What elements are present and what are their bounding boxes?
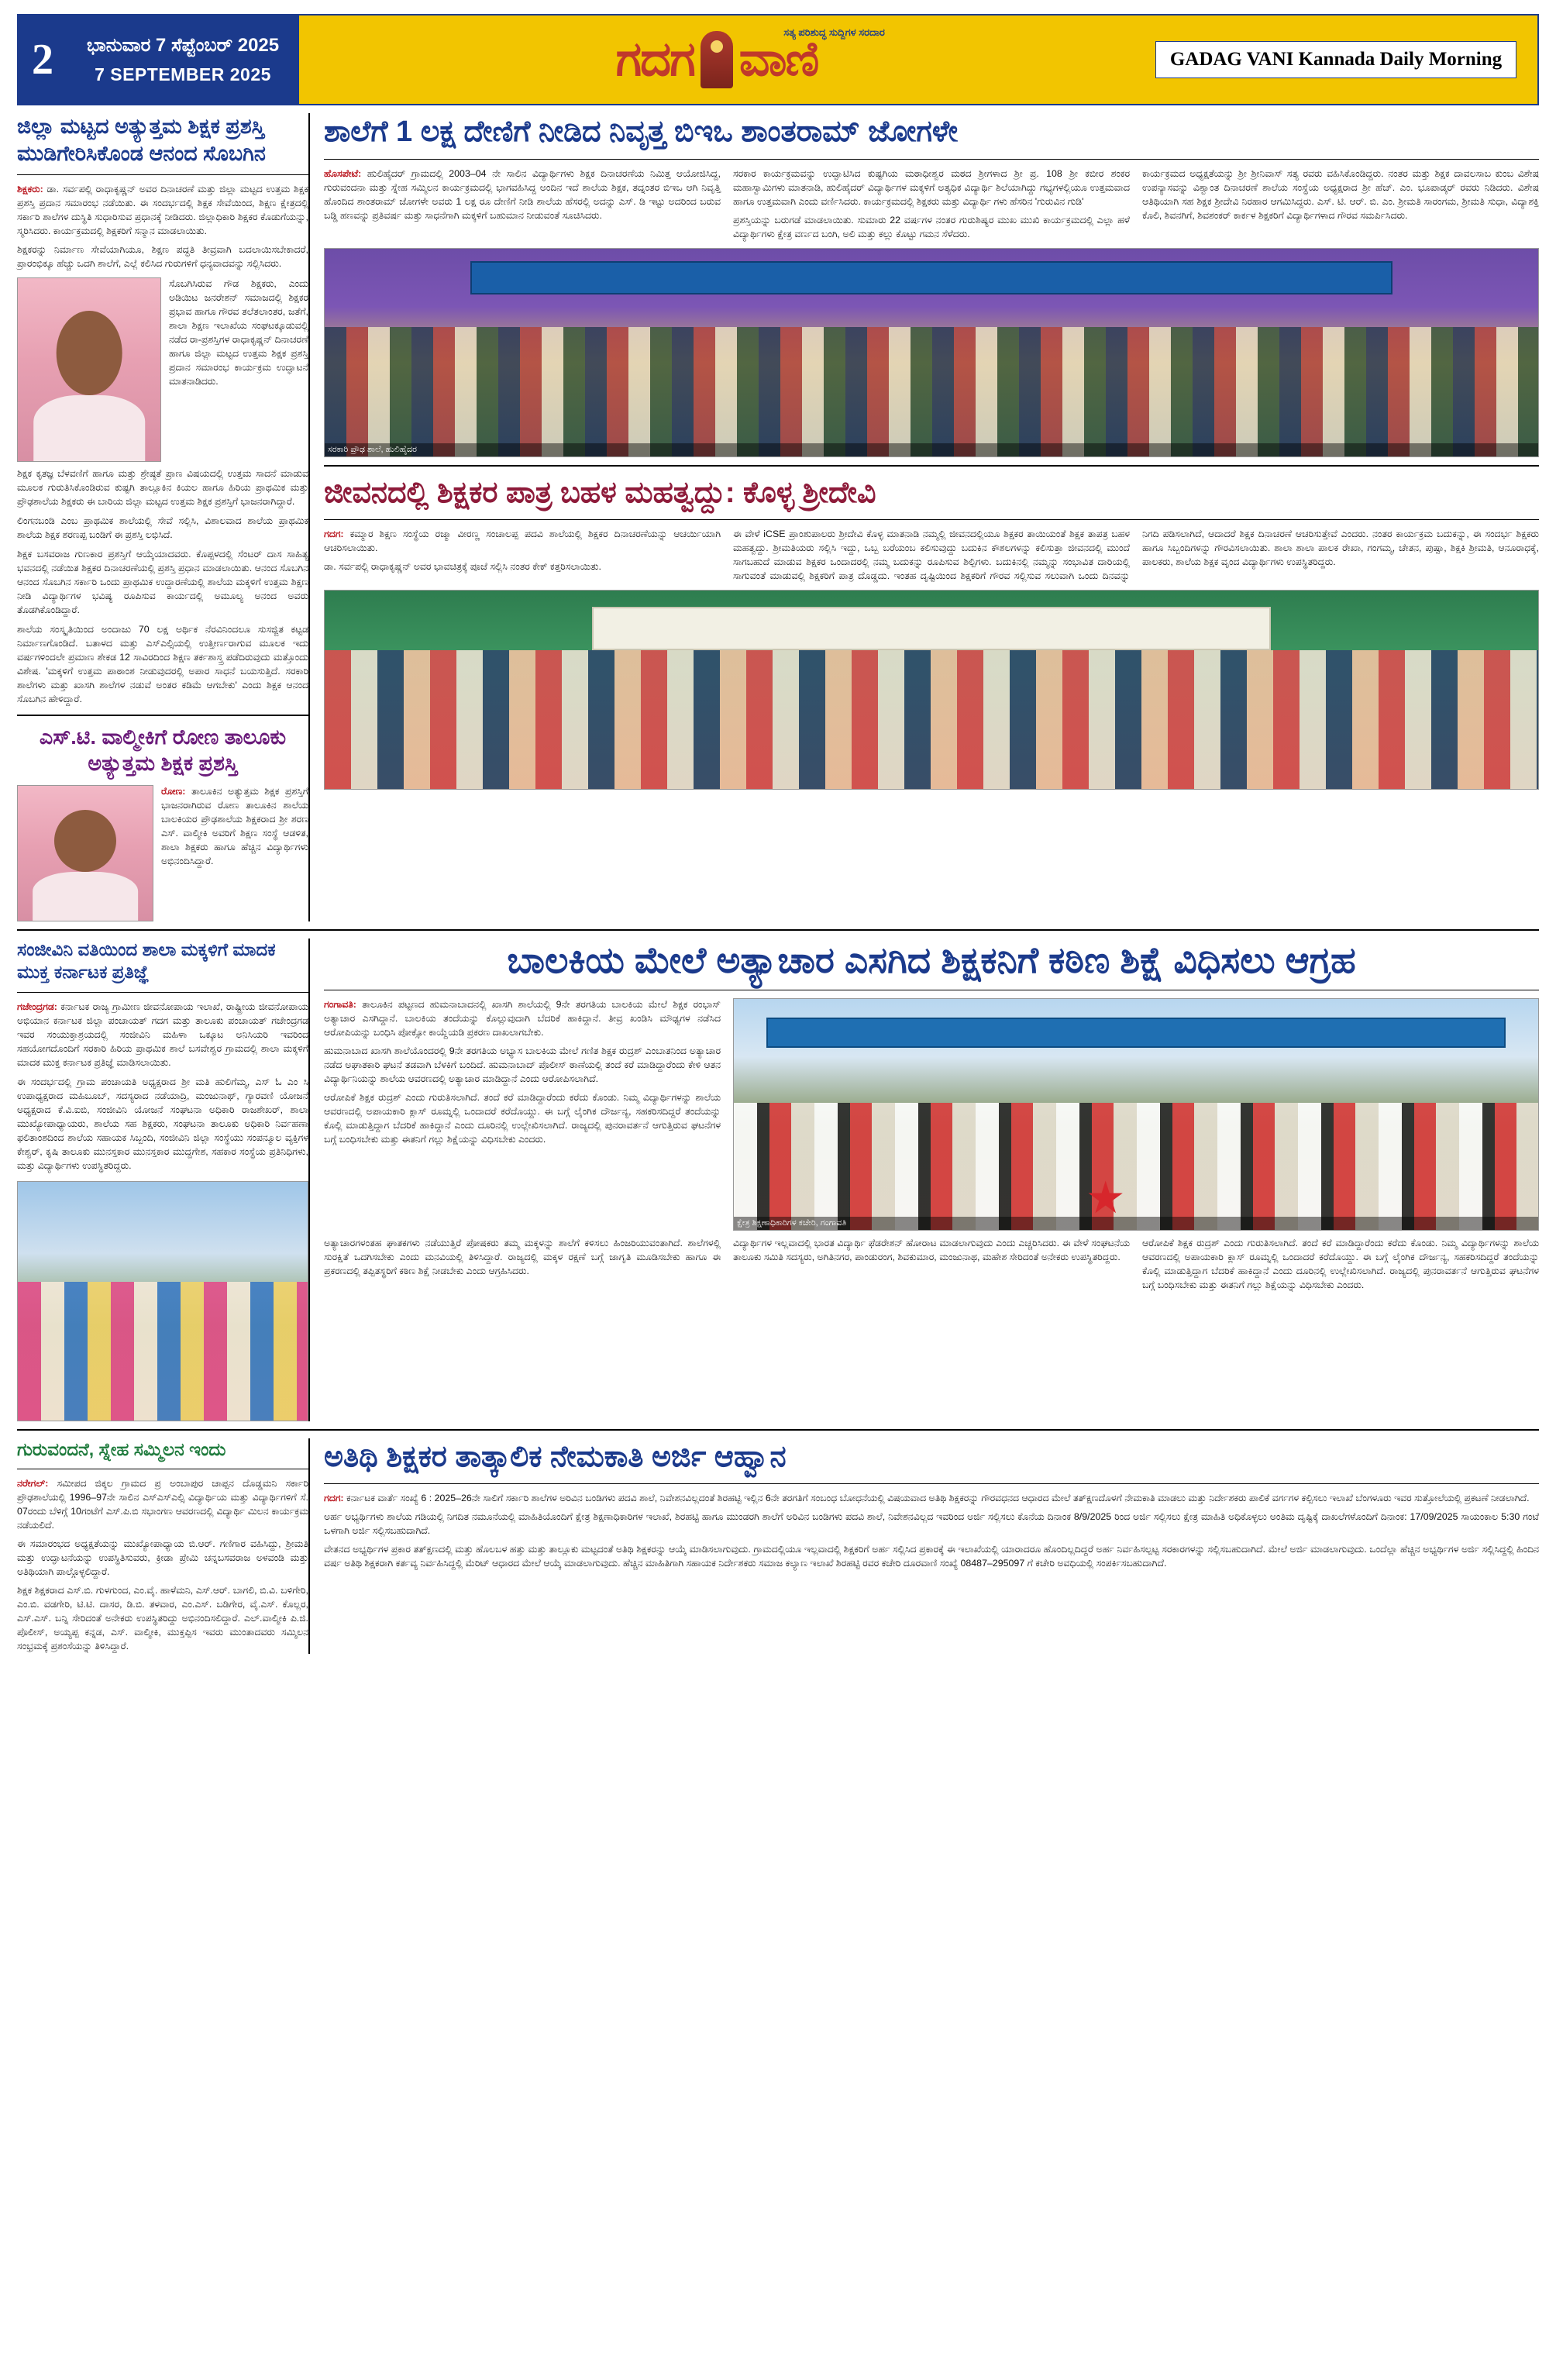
article-6-photo-wrap [733,998,1539,1231]
article-4-p2: ಡಾ. ಸರ್ವಪಲ್ಲಿ ರಾಧಾಕೃಷ್ಣನ್ ಅವರ ಭಾವಚಿತ್ರಕ್ಕೆ ಪೂಜೆ ಸಲ್ಲಿಸಿ ನಂತರ ಕೇಕ್ ಕತ್ತರಿಸಲಾಯಿತು. [324,561,601,573]
article-5-dateline: ಗಜೇಂದ್ರಗಡ: [17,1001,57,1012]
column-right-mid [316,939,1539,1421]
article-4-p1: ಕಮ್ಮಾರ ಶಿಕ್ಷಣ ಸಂಸ್ಥೆಯ ರಜ್ಮಾ ವೀರಣ್ಣ ಸಂಚಾಲಪ್ಪ ಪದವಿ ಶಾಲೆಯಲ್ಲಿ ಶಿಕ್ಷಕರ ದಿನಾಚರಣೆಯನ್ನು ಆಚರ್ಯಿಯಾಗಿ ಆಚರಿಸಲಾಯಿತು. [324,529,721,554]
article-3-p4: ಕಾರ್ಯಕ್ರಮದ ಅಧ್ಯಕ್ಷತೆಯನ್ನು ಶ್ರೀ ಶ್ರೀನಿವಾಸ್ ಸತ್ಯ ರವರು ವಹಿಸಿಕೊಂಡಿದ್ದರು. ನಂತರ ಮತ್ತು ಶಿಕ್ಷಕ ದಾವಲಸಾಬ ಕುಂಬ ವಿಶೇಷ ಉಪನ್ಯಾಸವನ್ನು ವಿಶ್ವಾಂತ ದಿನಾಚರಣೆ ಶಾಲೆಯ ಸಂಸ್ಥೆಯ ಅಧ್ಯಕ್ಷರಾದ ಶ್ರೀ ಹೆಚ್. ಎಂ. ಭೂಪಾಡ್ಕರ್ ರವರು ನಿಡಿದರು. ವಿಶೇಷ ಆತಿಥಿಯಾಗಿ ಸಹ ಶಿಕ್ಷಕ ಶ್ರೀದೇವಿ ನಿರಹಾರ ಆಗಮಿಸಿದ್ದರು. ಎಸ್. ಟಿ. ಆರ್. ಬಿ. ಎಂ. ಶ್ರೀಮತಿ ಸಾರಂಗಮ, ಶ್ರೀಮತಿ ಸುಧಾ, ವಿದ್ಯಾಶಕ್ತಿ ಕೊಲಿ, ಶಿವನಗಿಗೆ, ಶಿವಶಂಕರ್ ಕಾರ್ಕಳ ಶಿಕ್ಷಕರಿಗೆ ವಿದ್ಯಾರ್ಥಿಗಳಾದ ಗೌರವ ಸಮರ್ಪಿಸಿದರು. [1142,167,1539,221]
article-7-headline: ಗುರುವಂದನೆ, ಸ್ನೇಹ ಸಮ್ಮಿಲನ ಇಂದು [17,1438,226,1459]
article-1-p5: ಲಿಂಗನಬಂಡಿ ಎಂಬ ಪ್ರಾಥಮಿಕ ಶಾಲೆಯಲ್ಲಿ ಸೇವೆ ಸಲ್ಲಿಸಿ, ವಿಶಾಲವಾದ ಶಾಲೆಯ ಪ್ರಾಥಮಿಕ ಶಾಲೆಯ ಶಿಕ್ಷಕ ಶರಣಪ್ಪ ಬಂಡಿಗೆ ಈ ಪ್ರಶಸ್ತಿ ಲಭಿಸಿದೆ. [17,515,308,540]
article-3-photo [324,248,1539,457]
article-6-col-1 [324,998,721,1231]
logo-text-gadag: ಗದಗ [615,33,694,86]
article-3-p3: ಪ್ರಶಸ್ತಿಯನ್ನು ಬರುಗಡೆ ಮಾಡಲಾಯಿತು. ಸುಮಾರು 22 ವರ್ಷಗಳ ನಂತರ ಗುರುಶಿಷ್ಯರ ಮುಖ ಮುಖಿ ಕಾರ್ಯಕ್ರಮದಲ್ಲಿ ಎಲ್ಲಾ ಹಳೆ ವಿದ್ಯಾರ್ಥಿಗಳು ಕ್ಷೇತ್ರ ವರ್ಣದ ಬಂಗಿ, ಅಲಿ ಮತ್ತು ಕಲ್ಲು ಕೊಟ್ಟು ಗಮನ ಸೆಳೆದರು. [733,214,1130,239]
article-7-dateline: ನರೇಗಲ್: [17,1477,49,1489]
article-8-p2: ಅರ್ಹ ಅಭ್ಯರ್ಥಿಗಳು ಶಾಲೆಯ ಗಡಿಯಲ್ಲಿ ನಿಗದಿತ ನಮೂನೆಯಲ್ಲಿ ಮಾಹಿತಿಯೊಂದಿಗೆ ಕ್ಷೇತ್ರ ಶಿಕ್ಷಣಾಧಿಕಾರಿಗಳ ಇಲಾಖೆ, ಶಿರಹಟ್ಟಿ ಹಾಗೂ ಮುಂಡರಗಿ ಶಾಲೆಗೆ ಅರಿವಿನ ಬಂಡಿಗಳು ಪದವಿ ಶಾಲೆ, ನಿವೇಶನವಿಲ್ಲದ ಇವರಿಂದ ಅರ್ಜಿ ಸಲ್ಲಿಸಲು ಕೊನೆಯ ದಿನಾಂಕ 8/9/2025 ರಿಂದ ಅರ್ಜಿ ಸಲ್ಲಿಸಲು ಕ್ಷೇತ್ರ ಮಾಹಿತಿ ಅಧಿಕೊಳ್ಳಲು ಅಂತಿಮ ದೃಷ್ಟಿಕ್ಕೆ ದಾಖಲೆಗಳೊಂದಿಗೆ ದಿನಾಂಕ: 17/09/2025 ಸಾಯಂಕಾಲ 5:30 ಗಂಟೆ ಒಳಗಾಗಿ ಅರ್ಜಿ ಸಲ್ಲಿಸಬಹುದಾಗಿದೆ. [324,1511,1539,1537]
page-content [17,113,1539,1654]
article-6-photo [733,998,1539,1231]
article-5-p1: ಕರ್ನಾಟಕ ರಾಜ್ಯ ಗ್ರಾಮೀಣ ಜೀವನೋಪಾಯ ಇಲಾಖೆ, ರಾಷ್ಟ್ರೀಯ ಜೀವನೋಪಾಯ ಅಭಿಯಾನ ಕರ್ನಾಟಕ ಜಿಲ್ಲಾ ಪಂಚಾಯತ್ ಗದಗ ಮತ್ತು ತಾಲೂಕು ಪಂಚಾಯತ್ ಗಜೇಂದ್ರಗಡ ಇವರ ಸಂಯುಕ್ತಾಶ್ರಯದಲ್ಲಿ ಸಂಜೀವಿನಿ ಮಹಿಳಾ ಒಕ್ಕೂಟ ಅನಿಸಿಯರಿ ಇವರಿಂದ ಸಹಯೋಗದೊಂದಿಗೆ ಸರಕಾರಿ ಹಿರಿಯ ಪ್ರಾಥಮಿಕ ಶಾಲೆ ಬಸವೇಶ್ವರ ಗ್ರಾಮದಲ್ಲಿ ಶಾಲಾ ಮಕ್ಕಳಿಗೆ ಮಾದಕ ಮುಕ್ತ ಕರ್ನಾಟಕ ಪ್ರತಿಜ್ಞೆ ಮಾಡಿಸಲಾಯಿತು. [17,1001,309,1068]
page-number: 2 [19,15,67,104]
article-8-p3: ವೇತನದ ಅಭ್ಯರ್ಥಿಗಳ ಪ್ರಕಾರ ತತ್ಕ್ಷಣದಲ್ಲಿ ಮತ್ತು ಹೊಲಬಳ ಹತ್ತು ಮತ್ತು ತಾಲ್ಲೂಕು ಮಟ್ಟದಂತೆ ಅತಿಥಿ ಶಿಕ್ಷಕರನ್ನು ಆಯ್ಕೆ ಮಾಡಿಸಲಾಗುವುದು. ಗ್ರಾಮದಲ್ಲಿಯೂ ಇಲ್ಲವಾದಲ್ಲಿ ಶಿಕ್ಷಕರಿಗೆ ಅರ್ಹ ಸಲ್ಲಿಸಿದ ಪ್ರಕಾರಕ್ಕೆ ಈ ಇಲಾಖೆಯಲ್ಲಿ ಯಾರಾದರೂ ಹೊಂದಿಲ್ಲದಿದ್ದರೆ ಅರ್ಹ ನಿರ್ವಹಿಸಲ್ಪಟ್ಟ ಸರಕಾರಗಳನ್ನು ಸಲ್ಲಿಸಬಹುದಾಗಿದೆ. ಮೇಲೆ ಅರ್ಜಿ ಮಾಡಲಾಗುವುದು. ಒಂದೆಲ್ಲಾ ಹೆಚ್ಚಿನ ಅಭ್ಯರ್ಥಿಗಳ ಅರ್ಜಿ ಸಲ್ಲಿಸಿದ್ದಲ್ಲಿ ಹಿಂದಿನ ವರ್ಷ ಅತಿಥಿ ಶಿಕ್ಷಕರಾಗಿ ಕರ್ತವ್ಯ ನಿರ್ವಹಿಸಿದ್ದಲ್ಲಿ ಮೆರಿಟ್ ಆಧಾರದ ಮೇಲೆ ಆಯ್ಕೆ ಮಾಡಲಾಗುವುದು. ಹೆಚ್ಚಿನ ಮಾಹಿತಿಗಾಗಿ ಸಹಾಯಕ ನಿರ್ದೇಶಕರು ಸಮಾಜ ಕಲ್ಯಾಣ ಇಲಾಖೆ ಶಿರಹಟ್ಟಿ ರವರ ಕಚೇರಿ ದೂರವಾಣಿ ಸಂಖ್ಯೆ 08487–295097 ಗೆ ಕಚೇರಿ ಅವಧಿಯಲ್ಲಿ ಸಂಪರ್ಕಿಸಬಹುದಾಗಿದೆ. [324,1544,1539,1569]
article-2-text: ತಾಲೂಕಿನ ಅತ್ಯುತ್ತಮ ಶಿಕ್ಷಕ ಪ್ರಶಸ್ತಿಗೆ ಭಾಜನರಾಗಿರುವ ರೋಣ ತಾಲೂಕಿನ ಶಾಲೆಯ ಬಾಲಕಿಯರ ಪ್ರೌಢಶಾಲೆಯ ಶಿಕ್ಷಕರಾದ ಶ್ರೀ ಶರಣ ಎಸ್. ವಾಲ್ಮೀಕಿ ಅವರಿಗೆ ಶಿಕ್ಷಣ ಸಂಸ್ಥೆ ಆಡಳಿತ, ಶಾಲಾ ಶಿಕ್ಷಕರು ಹಾಗೂ ಹೆಚ್ಚಿನ ವಿದ್ಯಾರ್ಥಿಗಳು ಅಭಿನಂದಿಸಿದ್ದಾರೆ. [161,785,308,866]
article-7-p2: ಈ ಸಮಾರಂಭದ ಅಧ್ಯಕ್ಷತೆಯನ್ನು ಮುಖ್ಯೋಪಾಧ್ಯಾಯ ಬಿ.ಆರ್. ಗಣಿಗಾರ ವಹಿಸಿದ್ದು, ಶ್ರೀಮತಿ ಮತ್ತು ಉದ್ಘಾಟನೆಯನ್ನು ಉಪಸ್ಥಿತಿಸುವರು, ಕ್ರೀಡಾ ಪ್ರೇಮಿ ಚನ್ನಬಸವರಾಜ ಅಳವಂಡಿ ಮತ್ತು ಅತಿಥಿಯಾಗಿ ಪಾಲ್ಗೊಳ್ಳಲಿದ್ದಾರೆ. [17,1538,308,1577]
article-1-p7: ಶಾಲೆಯ ಸಂಸ್ಕೃತಿಯಿಂದ ಅಂದಾಜು 70 ಲಕ್ಷ ಅರ್ಥಿಕ ನೆರವಿನಿಂದಲೂ ಸುಸಜ್ಜಿತ ಕಟ್ಟಡ ನಿರ್ಮಾಣಗೊಂಡಿದೆ. ಬತಾಳದ ಮತ್ತು ಎಸ್ಎಲ್ಸಿಯಲ್ಲಿ ಉತ್ತೀರ್ಣರಾಗುವ ಮೂಲಕ ಇದು ವರ್ಷಗಳಿಂದಲೇ ಪ್ರಮಾಣ ಶೇಕಡ 12 ಸಾವಿರದಿಂದ ಶಿಕ್ಷಣ ತರ್ಕಶಾಸ್ತ್ರ ಪಡೆದಿರುವುದು ಮತ್ತೊಂದು ವಿಶೇಷ. 'ಮಕ್ಕಳಿಗೆ ಉತ್ತಮ ಪಾಠಾಂಶ ನೀಡುವುದರಲ್ಲಿ ಅಪಾರ ಸಾಧನೆ ಬಯಸುತ್ತಿದೆ. ಸರಕಾರಿ ಶಾಲೆಗಳು ಮತ್ತು ಖಾಸಗಿ ಶಾಲೆಗಳ ನಡುವೆ ಅಂತರ ಕಡಿಮೆ ಆಗಬೇಕು' ಎಂದು ಶಿಕ್ಷಕ ಆನಂದ ಸೊಬಗಿನ ಹೇಳಿದ್ದಾರೆ. [17,623,308,704]
masthead-tagline-box [1134,15,1537,104]
date-kannada: ಭಾನುವಾರ 7 ಸೆಪ್ಟೆಂಬರ್ 2025 [86,34,280,56]
date-block [67,15,299,104]
article-7-body [17,1477,308,1533]
newspaper-logo [299,15,1134,104]
article-2-headline: ಎಸ್.ಟಿ. ವಾಲ್ಮೀಕಿಗೆ ರೋಣ ತಾಲೂಕು ಅತ್ಯುತ್ತಮ ಶಿಕ್ಷಕ ಪ್ರಶಸ್ತಿ [39,725,287,776]
article-5-headline: ಸಂಜೀವಿನಿ ವತಿಯಿಂದ ಶಾಲಾ ಮಕ್ಕಳಿಗೆ ಮಾದಕ ಮುಕ್ತ ಕರ್ನಾಟಕ ಪ್ರತಿಜ್ಞೆ [17,939,276,983]
date-english: 7 SEPTEMBER 2025 [95,64,271,84]
article-8-p1: ಕರ್ನಾಟಕ ವಾರ್ತೆ ಸಂಖ್ಯೆ 6 : 2025–26ನೇ ಸಾಲಿಗೆ ಸರ್ಕಾರಿ ಶಾಲೆಗಳ ಅರಿವಿನ ಬಂಡಿಗಳು ಪದವಿ ಶಾಲೆ, ನಿವೇಶನವಿಲ್ಲದಂತೆ ಶಿರಹಟ್ಟಿ ಇಲ್ಲಿನ 6ನೇ ತರಗತಿಗೆ ಸಂಬಂಧ ಬೋಧನೆಯಲ್ಲಿ ವಿಷಯವಾದ ಅತಿಥಿ ಶಿಕ್ಷಕರನ್ನು ಗೌರವಧನದ ಆಧಾರದ ಮೇಲೆ ತತ್ಕ್ಷಣದೊಳಗೆ ನೇಮಕಾತಿ ಮಾಡಲು ಮತ್ತು ನಿರ್ದೇಶಕರು ಪಾಲಿಕೆ ವರ್ಗಗಳ ಕಲ್ಪಿಸಲು ಇಲಾಖೆ ಬೆಂಗಳೂರು ಇವರ ಸುತ್ತೋಲೆಯಲ್ಲಿ ಪ್ರಕಟಣೆ ನೀಡಲಾಗಿದೆ. [346,1493,1530,1504]
column-right-bottom [316,1438,1539,1654]
article-1-body [17,183,308,239]
article-2-body [161,785,308,921]
article-6-headline: ಬಾಲಕಿಯ ಮೇಲೆ ಅತ್ಯಾಚಾರ ಎಸಗಿದ ಶಿಕ್ಷಕನಿಗೆ ಕಠಿಣ ಶಿಕ್ಷೆ ವಿಧಿಸಲು ಆಗ್ರಹ [507,939,1356,980]
article-4-p3: ಈ ವೇಳೆ iCSE ಪ್ರಾಂಶುಪಾಲರು ಶ್ರೀದೇವಿ ಕೊಳ್ಳ ಮಾತನಾಡಿ ನಮ್ಮಲ್ಲಿ ಜೀವನದಲ್ಲಿಯೂ ಶಿಕ್ಷಕರ ತಾಯಿಯಂತೆ ಶಿಕ್ಷಕ ತಾಪತ್ರ ಬಹಳ ಮಹತ್ವದ್ದು. ಶ್ರೀಮತಿಯರು ಸಲ್ಲಿಸಿ ಇದ್ದು, ಒಬ್ಬ ಬರೆಯಂಬ ಕಲಿಸುವುದ್ದು ಬದುಕಿನ ಕೌಶಲಗಳನ್ನು ಕಲಿಸುತ್ತಾ ಜೀವನದಲ್ಲಿ ಮುಂದೆ ಸಾಗಬಹುದೆ ಮಾಡುವ ಶಿಕ್ಷಕರ ಒಂದಾದರಲ್ಲಿ ನಮ್ಮ ಬದುಕನ್ನು ರೂಪಿಸುವ ಶಿಲ್ಪಿಗಳು. ಬದುಕಿನಲ್ಲಿ ನಮ್ಮನ್ನು ಸಂಭಾವಿತ ದಾರಿಯಲ್ಲಿ ಸಾಗುವಂತೆ ಮಾಡುವಲ್ಲಿ ಶಿಕ್ಷಕರಿಗೆ ಪಾತ್ರ ದೊಡ್ಡದು. ಇಂತಹ ದೃಷ್ಟಿಯಿಂದ ಶಿಕ್ಷಕರಿಗೆ ಗೌರವ ಸಲ್ಲಿಸುವ ಸಲುವಾಗಿ ಒಂದು ದಿನವನ್ನು ನಿಗದಿ ಪಡಿಸಲಾಗಿದೆ, ಆದಾದರೆ ಶಿಕ್ಷಕ ದಿನಾಚರಣೆ ಆಚರಿಸುತ್ತೇವೆ ಎಂದರು. ನಂತರ ಕಾರ್ಯಕ್ರಮ ಬದುಕನ್ನು, ಈ ಸಂದರ್ಭ ಶಿಕ್ಷಕರು ಹಾಗೂ ಸಿಬ್ಬಂದಿಗಳನ್ನು ಗೌರವಿಸಲಾಯಿತು. ಶಾಲಾ ಶಾಲಾ ಪಾಲಕ ರೇಖಾ, ಗಂಗಮ್ಮ, ಚೇತನ, ಪುಷ್ಪಾ, ಶಿಕ್ಷಕಿ ಶ್ರೀಮತಿ, ಆನೂರಾಧಕ್ಕೆ, ಪಾಲಕರು, ಶಾಲೆಯ ಶಿಕ್ಷಕ ವೃಂದ ವಿದ್ಯಾರ್ಥಿಗಳು ಉಪಸ್ಥಿತರಿದ್ದರು. [733,529,1539,582]
article-8-headline: ಅತಿಥಿ ಶಿಕ್ಷಕರ ತಾತ್ಕಾಲಿಕ ನೇಮಕಾತಿ ಅರ್ಜಿ ಆಹ್ವಾನ [324,1440,787,1473]
article-1-p4: ಶಿಕ್ಷಕ ಕೃತಜ್ಞ ಬೆಳವಣಿಗೆ ಹಾಗೂ ಮತ್ತು ಶ್ರೇಷ್ಠತೆ ಪ್ರಾಣ ವಿಷಯದಲ್ಲಿ ಉತ್ತಮ ಸಾದನೆ ಮಾಡುವ ಮೂಲಕ ಗುರುತಿಸಿಕೊಂಡಿರುವ ಕುಷ್ಟಗಿ ತಾಲ್ಲೂಕಿನ ಕಿಯಲ ಹಾಗೂ ಹಿರಿಯ ಪ್ರಾಥಮಿಕ ಮತ್ತು ಪ್ರೌಢಶಾಲೆಯ ಶಿಕ್ಷಕರು ಈ ಬಾರಿಯ ಜಿಲ್ಲಾ ಮಟ್ಟದ ಉತ್ತಮ ಶಿಕ್ಷಕ ಪ್ರಶಸ್ತಿಗೆ ಭಾಜನರಾಗಿದ್ದಾರೆ. [17,468,308,507]
article-5-body [17,1001,308,1070]
article-6-p2: ಹುಮನಾಬಾದ ಖಾಸಗಿ ಶಾಲೆಯೊಂದರಲ್ಲಿ 9ನೇ ತರಗತಿಯ ಅಭ್ಯಾಸ ಬಾಲಕಿಯ ಮೇಲೆ ಗಣಿತ ಶಿಕ್ಷಕ ರುದ್ರಶ್ ಎಂಬಾತನಿಂದ ಅತ್ಯಾಚಾರ ನಡೆದ ಅಘಾತಕಾರಿ ಘಟನೆ ತಡವಾಗಿ ಬೆಳಕಿಗೆ ಬಂದಿದೆ. ಹುಮನಾಬಾದ್ ಪೊಲೀಸ್ ಠಾಣೆಯಲ್ಲಿ ತಂದೆ ಕರೆ ಮಾಡಿದ್ದಾರೆಂದು ಕೇಳಿ ಆತನ ವಿದ್ಯಾರ್ಥಿನಿಯನ್ನು ಶಾಲೆಯ ಆವರಣದಲ್ಲಿ ಅತ್ಯಾಚಾರ ಮಾಡಿದ್ದಾನೆ ಎಂದು ಆರೋಪಿಸಲಾಗಿದೆ. [324,1045,721,1085]
article-1-p6: ಶಿಕ್ಷಕ ಬಸವರಾಜ ಗುಣಕಾರ ಪ್ರಶಸ್ತಿಗೆ ಆಯ್ಕೆಯಾದವರು. ಕೊಪ್ಪಳದಲ್ಲಿ ಸೆಂಟರ್ ದಾಸ ಸಾಹಿತ್ಯ ಭವನದಲ್ಲಿ ನಡೆಯಿತ ಶಿಕ್ಷಕರ ದಿನಾಚರಣೆಯಲ್ಲಿ ಪ್ರಶಸ್ತಿ ಪ್ರಧಾನ ಮಾಡಲಾಯಿತು. ಆನಂದ ಸೊಬಗಿನ ಆನಂದ ಸೊಬಗಿನ ಸರ್ಕಾರಿ ಒಂದು ಪ್ರಾಥಮಿಕ ಉದ್ದಾರಣೆಯಲ್ಲಿ ಶಾಲೆಯ ಮಕ್ಕಳಿಗೆ ಉತ್ತಮ ಶಿಕ್ಷಣ ನೀಡಿ ವಿದ್ಯಾರ್ಥಿಗಳ ಭವಿಷ್ಯ ರೂಪಿಸುವ ಕಾರ್ಯದಲ್ಲಿ ಅಮೂಲ್ಯ ಅನಂದ ಅವರು ತೊಡಗಿಕೊಂಡಿದ್ದಾರೆ. [17,548,308,615]
article-6-p5: ವಿದ್ಯಾರ್ಥಿಗಳ ಇಲ್ಲವಾದಲ್ಲಿ ಭಾರತ ವಿದ್ಯಾರ್ಥಿ ಫೆಡರೇಶನ್ ಹೋರಾಟ ಮಾಡಲಾಗುವುದು ಎಂದು ಎಚ್ಚರಿಸಿದರು. ಈ ವೇಳೆ ಸಂಘಟನೆಯ ತಾಲೂಕು ಸಮಿತಿ ಸದಸ್ಯರು, ಅಗಿತಿನಗರ, ಪಾಂಡುರಂಗ, ಶಿವಕುಮಾರ, ಮಂಜುನಾಥ, ಮಹೇಶ ಸೇರಿದಂತೆ ಅನೇಕರು ಉಪಸ್ಥಿತರಿದ್ದರು. [733,1238,1130,1263]
article-6-p5b: ಆರೋಪಿಕೆ ಶಿಕ್ಷಕ ರುದ್ರಶ್ ಎಂದು ಗುರುತಿಸಲಾಗಿದೆ. ತಂದೆ ಕರೆ ಮಾಡಿದ್ದಾರೆಂದು ಕರೆದು ಕೊಂಡು. ನಿಮ್ಮ ವಿದ್ಯಾರ್ಥಿಗಳನ್ನು ಶಾಲೆಯ ಆವರಣದಲ್ಲಿ ಅಪಾಯಕಾರಿ ಕ್ಲಾಸ್ ರೂಮ್ನಲ್ಲಿ ಒಂದಾದರೆ ಕರೆದೊಯ್ದು. ಈ ಬಗ್ಗೆ ಲೈಂಗಿಕ ದೌರ್ಜನ್ಯ, ಸಹಕರಿಸದಿದ್ದರೆ ತಂದೆಯನ್ನು ಕೊಲ್ಲಿ ಮಾಡುತ್ತಿದ್ದಾಗ ಬೆದರಿಕೆ ಹಾಕಿದ್ದಾನೆ ಎಂದು ದೂರಿನಲ್ಲಿ ಉಲ್ಲೇಖಿಸಲಾಗಿದೆ. ರಾಜ್ಯದಲ್ಲಿ ಪುನರಾವರ್ತನೆ ಆಗುತ್ತಿರುವ ಘಟನೆಗಳ ಬಗ್ಗೆ ಬಂಧಿಸಬೇಕು ಮತ್ತು ಈತನಿಗೆ ಗಲ್ಲು ಶಿಕ್ಷೆಯನ್ನು ವಿಧಿಸಬೇಕು ಎಂದರು. [1142,1238,1539,1291]
article-1-p1: ಡಾ. ಸರ್ವಪಲ್ಲಿ ರಾಧಾಕೃಷ್ಣನ್ ಅವರ ದಿನಾಚರಣೆ ಮತ್ತು ಜಿಲ್ಲಾ ಮಟ್ಟದ ಉತ್ತಮ ಶಿಕ್ಷಕ ಪ್ರಶಸ್ತಿ ಪ್ರದಾನ ಸಮಾರಂಭ ನಡೆಯಿತು. ಈ ಸಂದರ್ಭದಲ್ಲಿ ಶಿಕ್ಷಕ ಸೇವೆಯಿಂದ, ಶಿಕ್ಷಣ ಕ್ಷೇತ್ರದಲ್ಲಿ ಸರ್ಕಾರಿ ಶಾಲೆಗಳ ದುಸ್ಥಿತಿ ಸುಧಾರಿಸುವ ಪ್ರಧಾನಕ್ಕೆ ನೀಡಿದರು. ಜಿಲ್ಲಾಧಿಕಾರಿ ಶಿಕ್ಷಕರ ಕೊಡುಗೆಯನ್ನು, ಸ್ಮರಿಸಿದರು. ಕಾರ್ಯಕ್ರಮದಲ್ಲಿ ಶಿಕ್ಷಕರಿಗೆ ಸನ್ಮಾನ ಮಾಡಲಾಯಿತು. [17,184,308,237]
article-7-p1: ಸಮೀಪದ ಜಿಕ್ಕಲ ಗ್ರಾಮದ ಪ್ರ ಅಂಬಾಪುರ ಚಾಪ್ಪನ ದೊಡ್ಡಮನಿ ಸರ್ಕಾರಿ ಪ್ರೌಢಶಾಲೆಯಲ್ಲಿ 1996–97ನೇ ಸಾಲಿನ ಎಸ್ಎಸ್ಎಲ್ಸಿ ವಿದ್ಯಾರ್ಥಿಯ ಮತ್ತು ವಿದ್ಯಾರ್ಥಿಗಳಿಗೆ ಸೆ. 07ರಂದು ಬೆಳಿಗ್ಗೆ 10ಗಂಟೆಗೆ ಎಸ್.ಪಿ.ಬಿ ಸಭಾಂಗಣ ಆವರಣದಲ್ಲಿ ವಿದ್ಯಾರ್ಥಿ ಮಿಲನ ಕಾರ್ಯಕ್ರಮ ನಡೆಯಲಿದೆ. [17,1477,308,1531]
article-7-p3: ಶಿಕ್ಷಕ ಶಿಕ್ಷಕರಾದ ಎಸ್.ಬಿ. ಗುಳಗುಂದ, ಎಂ.ವೈ. ಹಾಳೆಮನಿ, ಎಸ್.ಆರ್. ಬಾಗಲಿ, ಬಿ.ವಿ. ಬಳಿಗೇರಿ, ಎಂ.ಬಿ. ವಡಗೇರಿ, ಟಿ.ಟಿ. ದಾಸರ, ಡಿ.ಬಿ. ತಳವಾರ, ಎಂ.ಎಸ್. ಬಡಿಗೇರ, ವೈ.ಎಸ್. ಕೊಲ್ಲರ, ಎಸ್.ಎಸ್. ಬನ್ನಿ ಸೇರಿದಂತೆ ಅನೇಕರು ಉಪಸ್ಥಿತರಿದ್ದು ಅಭಿನಂದಿಸಲಿದ್ದಾರೆ. ಎಲ್.ವಾಲ್ಮೀಕಿ ಪಿ.ಜಿ. ಪೊಲೀಸ್, ಅಯ್ಯಪ್ಪ ಕನ್ನಡ, ಎಸ್. ವಾಲ್ಮೀಕಿ, ಮುಕ್ತಪ್ಪಿಸ ಇವರು ಮುಂತಾದವರು ಸಮ್ಮಿಲನ ಸಂಭ್ರಮಕ್ಕೆ ಪ್ರಶಂಸೆಯನ್ನು ತಿಳಿಸಿದ್ದಾರೆ. [17,1584,308,1652]
article-3-dateline: ಹೊಸಪೇಟೆ: [324,167,362,179]
article-3-body [324,167,1539,242]
article-6-photo-caption: ಕ್ಷೇತ್ರ ಶಿಕ್ಷಣಾಧಿಕಾರಿಗಳ ಕಚೇರಿ, ಗಂಗಾವತಿ [734,1217,1538,1230]
article-1-dateline: ಶಿಕ್ಷಕರು: [17,184,43,195]
vertical-rule-3 [308,1438,316,1654]
logo-subtitle: ಸತ್ಯ ಪರಿಶುದ್ಧ ಸುದ್ದಿಗಳ ಸರದಾರ [783,26,885,38]
article-8-dateline: ಗದಗ: [324,1493,344,1504]
article-4-photo [324,590,1539,790]
article-4-headline: ಜೀವನದಲ್ಲಿ ಶಿಕ್ಷಕರ ಪಾತ್ರ ಬಹಳ ಮಹತ್ವದ್ದು: ಕೊಳ್ಳ ಶ್ರೀದೇವಿ [324,476,876,509]
article-1-photo [17,277,161,462]
article-4-dateline: ಗದಗ: [324,529,344,540]
emblem-icon [701,31,733,88]
article-5-p2: ಈ ಸಂದರ್ಭದಲ್ಲಿ ಗ್ರಾಮ ಪಂಚಾಯತಿ ಅಧ್ಯಕ್ಷರಾದ ಶ್ರೀ ಮತಿ ಹುಲಿಗೆಮ್ಮ, ಎಸ್ ಓ ಎಂ ಸಿ ಉಪಾಧ್ಯಕ್ಷರಾದ ಮಹಿಬೂಬ್, ಸದಸ್ಯರಾದ ನಡೆಯಾದ್ರಿ, ಮಂಜುನಾಥ್, ಗ್ಯಾರವಣಿ ಯೋಜನೆ ಅಧ್ಯಕ್ಷರಾದ ಕೆ.ವಿ.ಐಬಿ, ಸಂಜೀವಿನಿ ಯೋಜನೆ ಸಂಘಟನಾ ಅಧಿಕಾರಿ ರಾಜಶೇಖರ್, ಶಾಲಾ ಮುಖ್ಯೋಪಾಧ್ಯಾಯರು, ಶಾಲೆಯ ಸಹ ಶಿಕ್ಷಕರು, ಸಂಘಟನಾ ತಾಲೂಕು ಅಧಿಕಾರಿ ನಿರ್ವಹಣಾ ಫಲಿತಾಂಶದಿಂದ ಶಾಲೆಯ ಸಹಾಯಕ ಸಿಬ್ಬಂದಿ, ಸಂಜೀವಿನಿ ಜಿಲ್ಲಾ ಸಂಸ್ಥೆಯು ಸಂಪನ್ಮೂಲ ವ್ಯಕ್ತಿಗಳ ಕೇಶ್ವರ್, ಕೃಷಿ ತಾಲೂಕು ಮುನಸ್ತಕಾರ ಮುನಸ್ತಕಾರ ಮುದ್ದಗೇಶ, ಸಹಕಾರ ಸಂಸ್ಥೆಯ ಪ್ರತಿನಿಧಿಗಳು, ಮತ್ತು ವಿದ್ಯಾರ್ಥಿಗಳು ಉಪಸ್ಥಿತರಿದ್ದರು. [17,1076,308,1171]
column-left-bottom [17,1438,308,1654]
article-3-headline: ಶಾಲೆಗೆ 1 ಲಕ್ಷ ದೇಣಿಗೆ ನೀಡಿದ ನಿವೃತ್ತ ಬಿಇಒ ಶಾಂತರಾಮ್ ಜೋಗಳೇ [324,115,959,148]
vertical-rule-2 [308,939,316,1421]
vertical-rule-1 [308,113,316,921]
column-right-top [316,113,1539,921]
article-4-body [324,528,1539,584]
article-3-photo-caption: ಸರಕಾರಿ ಪ್ರೌಢ ಶಾಲೆ, ಹುಲಿಹೈದರ [325,443,1538,456]
article-1-p3: ಸೊಬಗಿಸಿರುವ ಗೌಡ ಶಿಕ್ಷಕರು, ಎಂದು ಅಡಿಯಿಟ ಜನರೇಶನ್ ಸಮಾಜದಲ್ಲಿ ಶಿಕ್ಷಕರ ಪ್ರಭಾವ ಹಾಗೂ ಗೌರವ ತಲೆತಲಾಂತರ, ಜತೆಗೆ, ಶಾಲಾ ಶಿಕ್ಷಣ ಇಲಾಖೆಯ ಸಂಘಟಕ್ಕೂಡುವಲ್ಲಿ ನಡೆದ ರಾ-ಪ್ರಶಸ್ತಿಗಳ ರಾಧಾಕೃಷ್ಣನ್ ದಿನಾಚರಣೆ ಹಾಗೂ ಜಿಲ್ಲಾ ಮಟ್ಟದ ಉತ್ತಮ ಶಿಕ್ಷಕ ಪ್ರಶಸ್ತಿ ಪ್ರದಾನ ಸಮಾರಂಭ ಕಾರ್ಯಕ್ರಮ ಉದ್ಘಾಟನೆ ಮಾತನಾಡಿದರು. [169,278,308,387]
masthead [17,14,1539,105]
column-left-top [17,113,308,921]
article-2-photo [17,785,153,921]
article-3-p2: ಸರಕಾರ ಕಾರ್ಯಕ್ರಮವನ್ನು ಉದ್ಘಾಟಿಸಿದ ಕುಷ್ಟಗಿಯ ಮಠಾಧೀಶ್ವರ ಮಠದ ಶ್ರೀಗಳಾದ ಶ್ರೀ ಪ್ರ. 108 ಶ್ರೀ ಕಬೀರ ಶಂಕರ ಮಹಾಸ್ವಾಮಿಗಳು ಮಾತನಾಡಿ, ಹುಲಿಹೈದರ್ ವಿದ್ಯಾರ್ಥಿಗಳ ಮಕ್ಕಳಿಗೆ ಅತ್ಯಧಿಕ ವಿದ್ಯಾರ್ಥಿ ಶಿಲೆಯಾಗಿದ್ದು ಗಭ್ಯಗಳಲ್ಲಿಯೂ ಉತ್ತಮವಾದ ಹಾಗೂ ಉತ್ತಮವಾಗಿ ಎಂದು ವರ್ಣಿಸಿದರು. ಕಾರ್ಯಕ್ರಮದಲ್ಲಿ ಶಿಕ್ಷಕರು ಮತ್ತು ವಿದ್ಯಾರ್ಥಿ ಗಳು ಹೆಸರಿನ 'ಗುರುವಿನ ಗುಡಿ' [733,167,1130,207]
article-2-dateline: ರೋಣ: [161,785,186,797]
article-1-headline: ಜಿಲ್ಲಾ ಮಟ್ಟದ ಅತ್ಯುತ್ತಮ ಶಿಕ್ಷಕ ಪ್ರಶಸ್ತಿ ಮುಡಿಗೇರಿಸಿಕೊಂಡ ಆನಂದ ಸೊಬಗಿನ [17,115,266,165]
tagline-english: GADAG VANI Kannada Daily Morning [1155,41,1516,78]
logo-text-vani: ವಾಣಿ [738,33,818,86]
article-1-p2: ಶಿಕ್ಷಕರನ್ನು ನಿರ್ಮಾಣ ಸೇವೆಯಾಗಿಯೂ, ಶಿಕ್ಷಣ ಪದ್ಧತಿ ತೀವ್ರವಾಗಿ ಬದಲಾಯಿಸಬೇಕಾದರೆ, ಪ್ರಾರಂಭಿಕ್ಕೂ ಹೆಚ್ಚು ಒದಗಿ ಶಾಲೆಗೆ, ಎಲ್ಲೆ ಕಲಿಸಿದ ಗುರುಗಳಿಗೆ ಧನ್ಯವಾದವನ್ನು ಸಲ್ಲಿಸಿದರು. [17,244,308,270]
article-8-body [324,1492,1539,1506]
article-6-p3: ಆರೋಪಿಕೆ ಶಿಕ್ಷಕ ರುದ್ರಶ್ ಎಂದು ಗುರುತಿಸಲಾಗಿದೆ. ತಂದೆ ಕರೆ ಮಾಡಿದ್ದಾರೆಂದು ಕರೆದು ಕೊಂಡು. ನಿಮ್ಮ ವಿದ್ಯಾರ್ಥಿಗಳನ್ನು ಶಾಲೆಯ ಆವರಣದಲ್ಲಿ ಅಪಾಯಕಾರಿ ಕ್ಲಾಸ್ ರೂಮ್ನಲ್ಲಿ ಒಂದಾದರೆ ಕರೆದೊಯ್ದು. ಈ ಬಗ್ಗೆ ಲೈಂಗಿಕ ದೌರ್ಜನ್ಯ, ಸಹಕರಿಸದಿದ್ದರೆ ತಂದೆಯನ್ನು ಕೊಲ್ಲಿ ಮಾಡುತ್ತಿದ್ದಾಗ ಬೆದರಿಕೆ ಹಾಕಿದ್ದಾನೆ ಎಂದು ದೂರಿನಲ್ಲಿ ಉಲ್ಲೇಖಿಸಲಾಗಿದೆ. ರಾಜ್ಯದಲ್ಲಿ ಪುನರಾವರ್ತನೆ ಆಗುತ್ತಿರುವ ಘಟನೆಗಳ ಬಗ್ಗೆ ಬಂಧಿಸಬೇಕು ಮತ್ತು ಈತನಿಗೆ ಗಲ್ಲು ಶಿಕ್ಷೆಯನ್ನು ವಿಧಿಸಬೇಕು ಎಂದರು. [324,1092,721,1145]
article-3-p1: ಹುಲಿಹೈದರ್ ಗ್ರಾಮದಲ್ಲಿ 2003–04 ನೇ ಸಾಲಿನ ವಿದ್ಯಾರ್ಥಿಗಳು ಶಿಕ್ಷಕ ದಿನಾಚರಣೆಯ ನಿಮಿತ್ತ ಆಯೋಜಿಸಿದ್ದ, ಗುರುವಂದನಾ ಮತ್ತು ಸ್ನೇಹ ಸಮ್ಮಿಲನ ಕಾರ್ಯಕ್ರಮದಲ್ಲಿ ಭಾಗವಹಿಸಿದ್ದ ಅಂದಿನ ಇದೆ ಶಾಲೆಯ ಶಿಕ್ಷಕ, ತದ್ನಂತರ ಬಿಇಒ ಆಗಿ ನಿವೃತ್ತಿ ಹೊಂದಿದ ಶಾಂತರಾಮ್ ಜೋಗಳೇ ಅವರು 1 ಲಕ್ಷ ರೂ ದೇಣಿಗೆ ನೀಡಿ ಶಾಲೆಯ ಹೆಸರಲ್ಲಿ ಅದನ್ನು ಎಸ್. ಡಿ ಇಟ್ಟು ಅದರಿಂದ ಬರುವ ಬಡ್ಡಿ ಹಣವನ್ನು ಪ್ರತಿವರ್ಷ ಮತ್ತು ಸಾಧನೆಗಾಗಿ ಮಕ್ಕಳಿಗೆ ಬಹುಮಾನ ನೀಡುವಂತೆ ಸೂಚಿಸಿದರು. [324,167,721,221]
article-6-p1: ತಾಲೂಕಿನ ಪಟ್ಟಣದ ಹುಮನಾಬಾದನಲ್ಲಿ ಖಾಸಗಿ ಶಾಲೆಯಲ್ಲಿ 9ನೇ ತರಗತಿಯ ಬಾಲಕಿಯ ಮೇಲೆ ಶಿಕ್ಷಕ ರಂಭಾಸ್ ಅತ್ಯಾಚಾರ ಎಸಗಿದ್ದಾನೆ. ಬಾಲಕಿಯ ತಂದೆಯನ್ನು ಕೊಲ್ಲುವುದಾಗಿ ಬೆದರಿಕೆ ಹಾಕಿದ್ದಾನೆ. ತೀವ್ರ ಖಂಡಿಸಿ ಮೌಢ್ಯಗಳ ನಡೆಸಿದ ಆರೋಪಿಯನ್ನು ಬಂಧಿಸಿ ಪೋಕ್ಸೋ ಕಾಯ್ದೆಯಡಿ ಪ್ರಕರಣ ದಾಖಲಾಗಬೇಕು. [324,999,721,1038]
article-6-p4: ಅತ್ಯಾಚಾರಗಳಂತಹ ಘಾತಕಗಳು ನಡೆಯುತ್ತಿರೆ ಪೋಷಕರು ತಮ್ಮ ಮಕ್ಕಳನ್ನು ಶಾಲೆಗೆ ಕಳಿಸಲು ಹಿಂಜರಿಯುವಂತಾಗಿದೆ. ಶಾಲೆಗಳಲ್ಲಿ ಸುರಕ್ಷಿತೆ ಒದಗಿಸಬೇಕು ಎಂದು ಮನವಿಯಲ್ಲಿ ತಿಳಿಸಿದ್ದಾರೆ. ರಾಜ್ಯದಲ್ಲಿ ಮಕ್ಕಳ ರಕ್ಷಣೆ ಬಗ್ಗೆ ಜಾಗೃತಿ ಮೂಡಿಸಬೇಕು ಹಾಗೂ ಈ ಪ್ರಕರಣದಲ್ಲಿ ತಪ್ಪಿತಸ್ಥರಿಗೆ ಕಠಿಣ ಶಿಕ್ಷೆ ನೀಡಬೇಕು ಎಂದು ಆಗ್ರಹಿಸಿದರು. [324,1238,721,1277]
article-5-photo [17,1181,308,1421]
article-6-dateline: ಗಂಗಾವತಿ: [324,999,356,1011]
column-left-mid [17,939,308,1421]
